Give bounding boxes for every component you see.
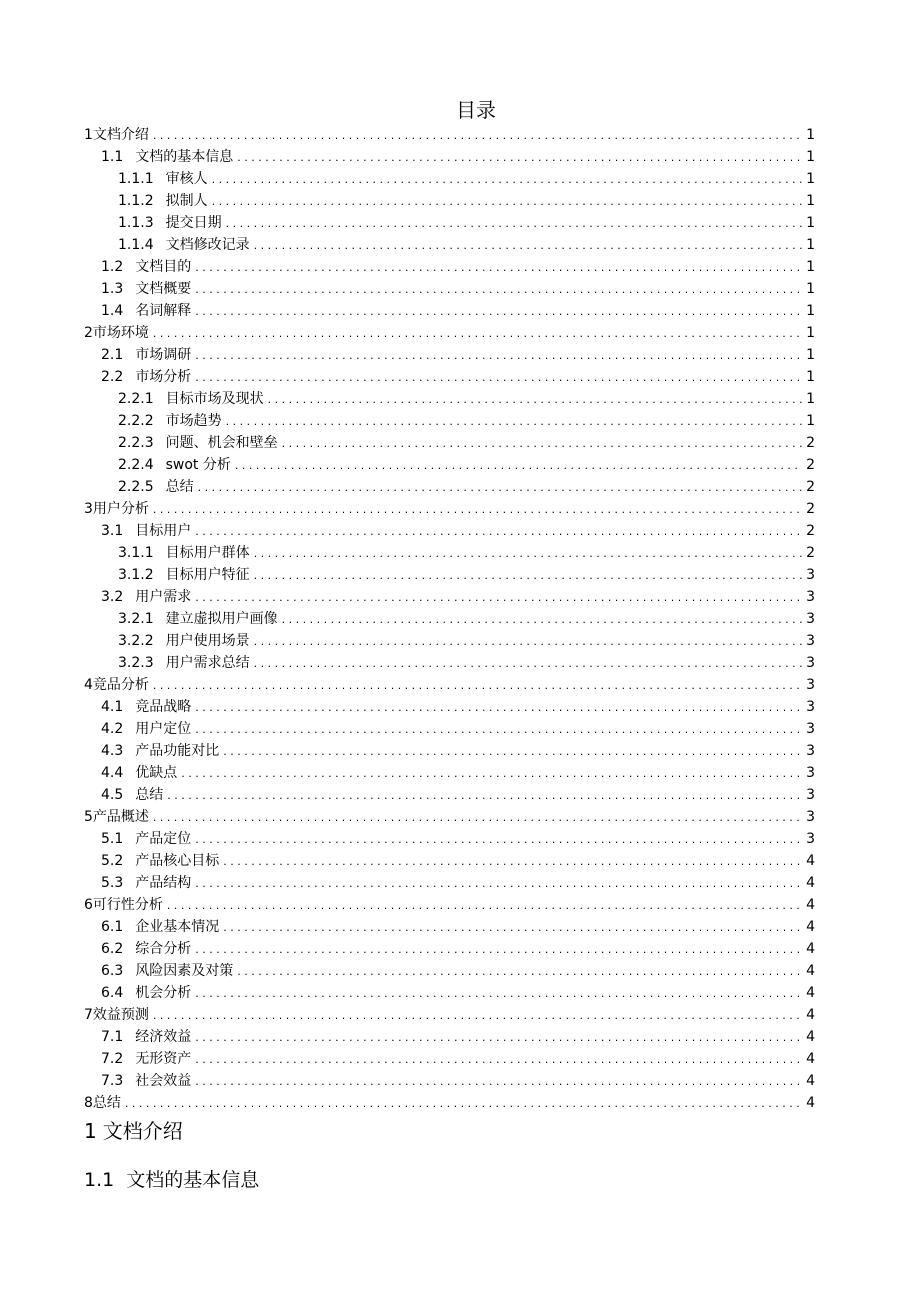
toc-entry-number: 2.2.1 bbox=[118, 391, 154, 407]
toc-dot-leader bbox=[195, 520, 802, 543]
toc-entry[interactable] bbox=[84, 630, 815, 652]
toc-entry[interactable] bbox=[84, 872, 815, 894]
toc-entry-number: 2.2.5 bbox=[118, 479, 154, 495]
toc-entry-page-number: 4 bbox=[806, 853, 815, 869]
toc-dot-leader bbox=[223, 740, 802, 763]
toc-entry[interactable] bbox=[84, 476, 815, 498]
toc-entry[interactable] bbox=[84, 718, 815, 740]
toc-dot-leader bbox=[153, 1004, 802, 1027]
toc-dot-leader bbox=[195, 1026, 802, 1049]
toc-entry[interactable] bbox=[84, 256, 815, 278]
toc-entry-number: 6.2 bbox=[101, 941, 124, 957]
toc-entry-number: 1 bbox=[84, 127, 93, 143]
toc-entry-number: 3.2.3 bbox=[118, 655, 154, 671]
toc-entry[interactable] bbox=[84, 520, 815, 542]
toc-entry-page-number: 1 bbox=[806, 413, 815, 429]
toc-entry[interactable] bbox=[84, 696, 815, 718]
toc-entry-page-number: 4 bbox=[806, 1095, 815, 1111]
toc-entry-title: 文档介绍 bbox=[92, 127, 149, 143]
toc-entry[interactable] bbox=[84, 146, 815, 168]
toc-entry-title: 总结 bbox=[135, 787, 164, 803]
toc-entry[interactable] bbox=[84, 894, 815, 916]
section-heading-1-number: 1 bbox=[84, 1119, 97, 1143]
toc-entry-page-number: 4 bbox=[806, 1051, 815, 1067]
toc-entry-page-number: 1 bbox=[806, 171, 815, 187]
toc-dot-leader bbox=[195, 344, 802, 367]
toc-entry-title: 综合分析 bbox=[135, 941, 192, 957]
toc-entry-page-number: 1 bbox=[806, 193, 815, 209]
toc-entry-number: 4.1 bbox=[101, 699, 124, 715]
toc-dot-leader bbox=[226, 410, 802, 433]
toc-entry-number: 3 bbox=[84, 501, 93, 517]
toc-entry-number: 4.5 bbox=[101, 787, 124, 803]
toc-entry-title: 用户使用场景 bbox=[165, 633, 250, 649]
toc-entry-page-number: 1 bbox=[806, 303, 815, 319]
toc-dot-leader bbox=[254, 652, 802, 675]
toc-dot-leader bbox=[153, 498, 802, 521]
toc-entry[interactable] bbox=[84, 850, 815, 872]
section-heading-2 bbox=[84, 1166, 259, 1194]
section-heading-1 bbox=[84, 1117, 183, 1145]
toc-entry-page-number: 3 bbox=[806, 567, 815, 583]
toc-entry-page-number: 4 bbox=[806, 963, 815, 979]
toc-entry-page-number: 4 bbox=[806, 919, 815, 935]
toc-entry-number: 4.4 bbox=[101, 765, 124, 781]
toc-entry-number: 1.1.2 bbox=[118, 193, 154, 209]
toc-entry-page-number: 3 bbox=[806, 677, 815, 693]
toc-dot-leader bbox=[195, 256, 802, 279]
toc-entry-title: 经济效益 bbox=[135, 1029, 192, 1045]
toc-entry-number: 1.4 bbox=[101, 303, 124, 319]
toc-entry[interactable] bbox=[84, 410, 815, 432]
toc-entry[interactable] bbox=[84, 1004, 815, 1026]
toc-entry-number: 1.1.1 bbox=[118, 171, 154, 187]
toc-dot-leader bbox=[153, 674, 802, 697]
toc-dot-leader bbox=[195, 872, 802, 895]
toc-entry-page-number: 3 bbox=[806, 699, 815, 715]
toc-entry-number: 1.1.3 bbox=[118, 215, 154, 231]
toc-entry-page-number: 1 bbox=[806, 215, 815, 231]
toc-dot-leader bbox=[237, 146, 802, 169]
toc-entry[interactable] bbox=[84, 564, 815, 586]
toc-entry-page-number: 3 bbox=[806, 765, 815, 781]
toc-entry-page-number: 3 bbox=[806, 787, 815, 803]
toc-entry-title: 目标用户特征 bbox=[165, 567, 250, 583]
toc-dot-leader bbox=[235, 454, 802, 477]
toc-dot-leader bbox=[195, 982, 802, 1005]
toc-entry[interactable] bbox=[84, 938, 815, 960]
toc-entry-number: 1.1.4 bbox=[118, 237, 154, 253]
toc-entry-number: 7.2 bbox=[101, 1051, 124, 1067]
toc-entry-title: 产品结构 bbox=[135, 875, 192, 891]
toc-entry-title: 产品概述 bbox=[92, 809, 149, 825]
toc-entry-number: 3.2.1 bbox=[118, 611, 154, 627]
toc-entry-title: 提交日期 bbox=[165, 215, 222, 231]
toc-entry-page-number: 1 bbox=[806, 325, 815, 341]
toc-dot-leader bbox=[237, 960, 802, 983]
toc-entry-page-number: 3 bbox=[806, 589, 815, 605]
toc-entry-number: 5.2 bbox=[101, 853, 124, 869]
toc-dot-leader bbox=[282, 608, 802, 631]
toc-entry-title: 产品功能对比 bbox=[135, 743, 220, 759]
toc-entry-title: 文档概要 bbox=[135, 281, 192, 297]
toc-entry-number: 5.3 bbox=[101, 875, 124, 891]
toc-entry-number: 3.2.2 bbox=[118, 633, 154, 649]
toc-entry-number: 5 bbox=[84, 809, 93, 825]
toc-entry[interactable] bbox=[84, 806, 815, 828]
toc-entry-number: 2.2.4 bbox=[118, 457, 154, 473]
toc-entry-title: 总结 bbox=[92, 1095, 121, 1111]
toc-dot-leader bbox=[254, 564, 802, 587]
toc-list bbox=[84, 124, 815, 1114]
toc-entry-page-number: 1 bbox=[806, 391, 815, 407]
toc-entry[interactable] bbox=[84, 1092, 815, 1114]
toc-dot-leader bbox=[167, 784, 802, 807]
toc-entry-page-number: 2 bbox=[806, 501, 815, 517]
toc-entry[interactable] bbox=[84, 784, 815, 806]
toc-entry[interactable] bbox=[84, 652, 815, 674]
toc-entry[interactable] bbox=[84, 190, 815, 212]
toc-entry-title: 产品定位 bbox=[135, 831, 192, 847]
toc-dot-leader bbox=[223, 916, 802, 939]
toc-entry[interactable] bbox=[84, 1070, 815, 1092]
toc-entry-page-number: 2 bbox=[806, 479, 815, 495]
toc-entry-page-number: 1 bbox=[806, 347, 815, 363]
toc-entry-title: 用户分析 bbox=[92, 501, 149, 517]
toc-entry-number: 4.2 bbox=[101, 721, 124, 737]
toc-entry-title: 目标市场及现状 bbox=[165, 391, 264, 407]
toc-dot-leader bbox=[282, 432, 802, 455]
toc-entry-number: 1.1 bbox=[101, 149, 124, 165]
toc-entry[interactable] bbox=[84, 454, 815, 476]
toc-entry-title: 文档的基本信息 bbox=[135, 149, 234, 165]
toc-entry[interactable] bbox=[84, 982, 815, 1004]
section-heading-2-text: 文档的基本信息 bbox=[126, 1169, 260, 1191]
toc-entry-number: 1.3 bbox=[101, 281, 124, 297]
toc-entry-page-number: 1 bbox=[806, 127, 815, 143]
toc-entry-number: 4 bbox=[84, 677, 93, 693]
toc-dot-leader bbox=[153, 806, 802, 829]
toc-entry-title: 风险因素及对策 bbox=[135, 963, 234, 979]
toc-entry-title: 文档目的 bbox=[135, 259, 192, 275]
toc-entry-number: 5.1 bbox=[101, 831, 124, 847]
toc-entry-number: 7.3 bbox=[101, 1073, 124, 1089]
toc-entry-title: 总结 bbox=[165, 479, 194, 495]
toc-entry-title: 竞品战略 bbox=[135, 699, 192, 715]
toc-dot-leader bbox=[153, 322, 802, 345]
toc-entry-number: 3.2 bbox=[101, 589, 124, 605]
toc-dot-leader bbox=[195, 1048, 802, 1071]
toc-dot-leader bbox=[254, 630, 802, 653]
toc-entry-title: 审核人 bbox=[165, 171, 208, 187]
toc-entry[interactable] bbox=[84, 432, 815, 454]
toc-entry-number: 2.2.2 bbox=[118, 413, 154, 429]
toc-entry-page-number: 3 bbox=[806, 655, 815, 671]
toc-dot-leader bbox=[125, 1092, 802, 1115]
toc-entry-title: 问题、机会和壁垒 bbox=[165, 435, 278, 451]
toc-entry-page-number: 4 bbox=[806, 1073, 815, 1089]
toc-entry-number: 8 bbox=[84, 1095, 93, 1111]
toc-entry-page-number: 3 bbox=[806, 721, 815, 737]
toc-entry-page-number: 4 bbox=[806, 1007, 815, 1023]
toc-entry[interactable] bbox=[84, 212, 815, 234]
toc-entry-page-number: 1 bbox=[806, 237, 815, 253]
toc-entry-number: 2.1 bbox=[101, 347, 124, 363]
toc-entry-title: 市场调研 bbox=[135, 347, 192, 363]
toc-dot-leader bbox=[195, 938, 802, 961]
toc-entry[interactable] bbox=[84, 278, 815, 300]
toc-entry-page-number: 3 bbox=[806, 611, 815, 627]
toc-entry[interactable] bbox=[84, 916, 815, 938]
toc-dot-leader bbox=[195, 586, 802, 609]
toc-entry-title: 竞品分析 bbox=[92, 677, 149, 693]
toc-entry-title: 市场分析 bbox=[135, 369, 192, 385]
toc-entry-title: 名词解释 bbox=[135, 303, 192, 319]
toc-entry-title: 文档修改记录 bbox=[165, 237, 250, 253]
toc-entry[interactable] bbox=[84, 124, 815, 146]
toc-entry-number: 6.4 bbox=[101, 985, 124, 1001]
toc-entry-page-number: 1 bbox=[806, 149, 815, 165]
toc-entry[interactable] bbox=[84, 322, 815, 344]
toc-dot-leader bbox=[212, 168, 802, 191]
toc-entry-number: 6.1 bbox=[101, 919, 124, 935]
toc-dot-leader bbox=[195, 696, 802, 719]
toc-dot-leader bbox=[223, 850, 802, 873]
toc-dot-leader bbox=[254, 234, 802, 257]
toc-entry[interactable] bbox=[84, 586, 815, 608]
toc-dot-leader bbox=[195, 300, 802, 323]
toc-entry-page-number: 3 bbox=[806, 809, 815, 825]
toc-entry-number: 1.2 bbox=[101, 259, 124, 275]
toc-entry-title: 企业基本情况 bbox=[135, 919, 220, 935]
toc-entry[interactable] bbox=[84, 366, 815, 388]
toc-entry-title: 无形资产 bbox=[135, 1051, 192, 1067]
toc-entry-title: 用户需求总结 bbox=[165, 655, 250, 671]
toc-title: 目录 bbox=[456, 98, 496, 122]
toc-entry[interactable] bbox=[84, 168, 815, 190]
toc-entry[interactable] bbox=[84, 960, 815, 982]
toc-entry-title: 用户需求 bbox=[135, 589, 192, 605]
toc-entry-page-number: 1 bbox=[806, 259, 815, 275]
toc-entry-title: 市场环境 bbox=[92, 325, 149, 341]
toc-entry-page-number: 4 bbox=[806, 897, 815, 913]
toc-dot-leader bbox=[226, 212, 802, 235]
toc-entry-page-number: 3 bbox=[806, 743, 815, 759]
toc-dot-leader bbox=[195, 1070, 802, 1093]
toc-dot-leader bbox=[181, 762, 802, 785]
toc-entry[interactable] bbox=[84, 388, 815, 410]
toc-entry[interactable] bbox=[84, 498, 815, 520]
toc-entry-page-number: 1 bbox=[806, 369, 815, 385]
toc-entry[interactable] bbox=[84, 542, 815, 564]
toc-entry-title: 拟制人 bbox=[165, 193, 208, 209]
toc-dot-leader bbox=[153, 124, 802, 147]
toc-entry-number: 3.1 bbox=[101, 523, 124, 539]
toc-entry[interactable] bbox=[84, 740, 815, 762]
toc-entry-title: 产品核心目标 bbox=[135, 853, 220, 869]
toc-dot-leader bbox=[167, 894, 802, 917]
toc-entry-title: 优缺点 bbox=[135, 765, 178, 781]
toc-entry-title: 目标用户群体 bbox=[165, 545, 250, 561]
toc-dot-leader bbox=[254, 542, 802, 565]
toc-dot-leader bbox=[195, 718, 802, 741]
toc-dot-leader bbox=[195, 828, 802, 851]
toc-entry[interactable] bbox=[84, 608, 815, 630]
toc-entry[interactable] bbox=[84, 1026, 815, 1048]
toc-entry-page-number: 4 bbox=[806, 941, 815, 957]
toc-entry-number: 3.1.2 bbox=[118, 567, 154, 583]
toc-dot-leader bbox=[268, 388, 802, 411]
toc-entry-page-number: 2 bbox=[806, 457, 815, 473]
toc-entry[interactable] bbox=[84, 234, 815, 256]
toc-entry-title: 效益预测 bbox=[92, 1007, 149, 1023]
toc-entry[interactable] bbox=[84, 300, 815, 322]
section-heading-2-number: 1.1 bbox=[84, 1169, 115, 1191]
toc-entry-page-number: 4 bbox=[806, 875, 815, 891]
toc-entry-page-number: 2 bbox=[806, 545, 815, 561]
toc-entry-number: 6 bbox=[84, 897, 93, 913]
toc-entry-number: 4.3 bbox=[101, 743, 124, 759]
toc-entry[interactable] bbox=[84, 1048, 815, 1070]
toc-entry-number: 7 bbox=[84, 1007, 93, 1023]
toc-dot-leader bbox=[212, 190, 802, 213]
toc-entry[interactable] bbox=[84, 828, 815, 850]
toc-entry-title: 用户定位 bbox=[135, 721, 192, 737]
toc-dot-leader bbox=[195, 366, 802, 389]
toc-entry-title: 机会分析 bbox=[135, 985, 192, 1001]
toc-entry-number: 2 bbox=[84, 325, 93, 341]
toc-entry-title: 市场趋势 bbox=[165, 413, 222, 429]
toc-entry-page-number: 4 bbox=[806, 985, 815, 1001]
toc-entry-title: 社会效益 bbox=[135, 1073, 192, 1089]
toc-entry-title: 建立虚拟用户画像 bbox=[165, 611, 278, 627]
toc-entry-title: 目标用户 bbox=[135, 523, 192, 539]
toc-dot-leader bbox=[198, 476, 802, 499]
toc-entry-page-number: 2 bbox=[806, 523, 815, 539]
toc-entry-title: 可行性分析 bbox=[92, 897, 163, 913]
toc-entry-number: 3.1.1 bbox=[118, 545, 154, 561]
toc-entry-number: 2.2.3 bbox=[118, 435, 154, 451]
toc-entry[interactable] bbox=[84, 674, 815, 696]
toc-entry-page-number: 3 bbox=[806, 633, 815, 649]
toc-entry-title: swot 分析 bbox=[165, 457, 231, 473]
toc-entry-number: 2.2 bbox=[101, 369, 124, 385]
toc-entry-page-number: 3 bbox=[806, 831, 815, 847]
section-heading-1-text: 文档介绍 bbox=[102, 1119, 183, 1143]
toc-entry-number: 7.1 bbox=[101, 1029, 124, 1045]
toc-entry-page-number: 1 bbox=[806, 281, 815, 297]
toc-entry-number: 6.3 bbox=[101, 963, 124, 979]
toc-entry[interactable] bbox=[84, 762, 815, 784]
toc-entry-page-number: 4 bbox=[806, 1029, 815, 1045]
toc-entry[interactable] bbox=[84, 344, 815, 366]
toc-entry-page-number: 2 bbox=[806, 435, 815, 451]
toc-dot-leader bbox=[195, 278, 802, 301]
